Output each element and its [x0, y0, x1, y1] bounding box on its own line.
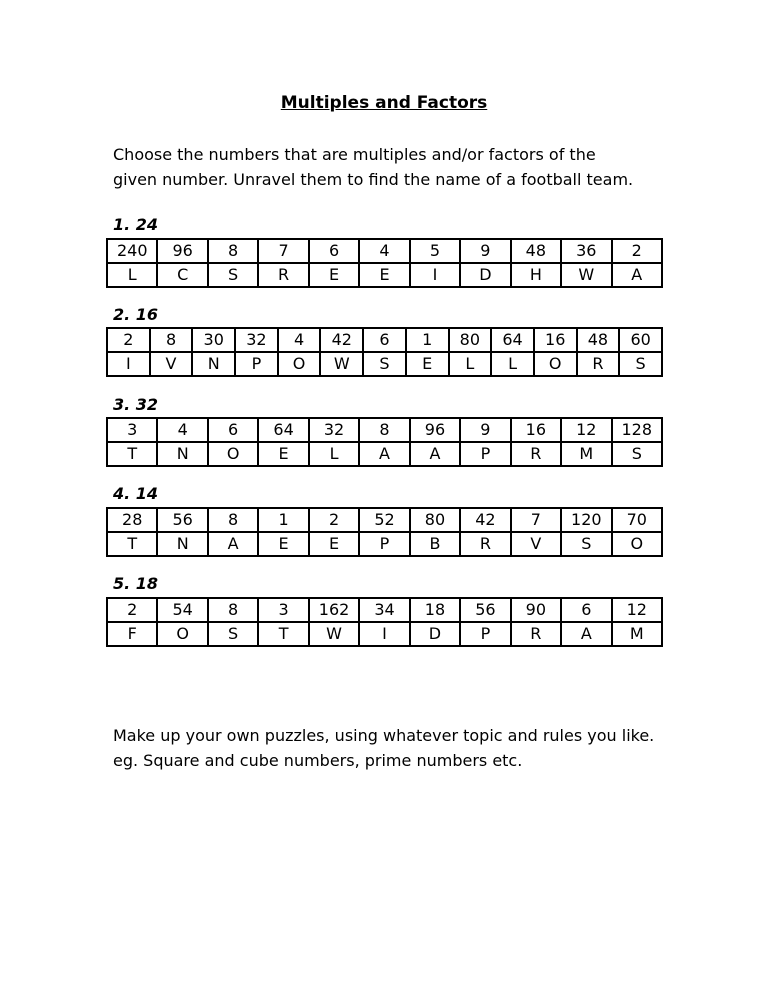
number-cell: 2	[107, 328, 150, 352]
letter-cell: W	[561, 263, 611, 287]
letters-row	[107, 442, 662, 466]
number-cell: 7	[511, 508, 561, 532]
footer-line: Make up your own puzzles, using whatever topic and rules you like.	[113, 726, 655, 745]
instructions-line: Choose the numbers that are multiples and/or factors of the	[113, 145, 596, 164]
letter-cell: L	[491, 352, 534, 376]
puzzle-heading: 1. 24	[113, 215, 159, 234]
number-cell: 56	[157, 508, 207, 532]
letter-cell: N	[157, 442, 207, 466]
number-cell: 70	[612, 508, 662, 532]
number-cell: 5	[410, 239, 460, 263]
number-cell: 6	[208, 418, 258, 442]
number-cell: 60	[619, 328, 662, 352]
footer-note	[113, 723, 673, 773]
letter-cell: V	[511, 532, 561, 556]
letter-cell: I	[359, 622, 409, 646]
number-cell: 4	[157, 418, 207, 442]
number-cell: 30	[192, 328, 235, 352]
number-cell: 12	[612, 598, 662, 622]
letter-cell: B	[410, 532, 460, 556]
letter-cell: O	[612, 532, 662, 556]
letter-cell: M	[612, 622, 662, 646]
letter-cell: E	[309, 263, 359, 287]
numbers-row	[107, 239, 662, 263]
letter-cell: I	[107, 352, 150, 376]
footer-line: eg. Square and cube numbers, prime numbers etc.	[113, 751, 523, 770]
letter-cell: W	[320, 352, 363, 376]
letter-cell: S	[619, 352, 662, 376]
letter-cell: S	[363, 352, 406, 376]
number-cell: 8	[150, 328, 193, 352]
number-cell: 32	[309, 418, 359, 442]
letter-cell: A	[561, 622, 611, 646]
letter-cell: M	[561, 442, 611, 466]
puzzle-heading: 4. 14	[113, 484, 159, 503]
number-cell: 7	[258, 239, 308, 263]
letter-cell: S	[612, 442, 662, 466]
number-cell: 52	[359, 508, 409, 532]
number-cell: 3	[107, 418, 157, 442]
letter-cell: O	[208, 442, 258, 466]
number-cell: 6	[561, 598, 611, 622]
letter-cell: H	[511, 263, 561, 287]
letter-cell: L	[309, 442, 359, 466]
letter-cell: R	[460, 532, 510, 556]
letter-cell: A	[359, 442, 409, 466]
number-cell: 96	[157, 239, 207, 263]
letters-row	[107, 263, 662, 287]
puzzle-table	[106, 597, 663, 647]
puzzle-table	[106, 507, 663, 557]
letter-cell: S	[208, 622, 258, 646]
letter-cell: S	[561, 532, 611, 556]
number-cell: 1	[258, 508, 308, 532]
number-cell: 120	[561, 508, 611, 532]
number-cell: 9	[460, 418, 510, 442]
number-cell: 42	[320, 328, 363, 352]
letter-cell: A	[410, 442, 460, 466]
letter-cell: T	[107, 532, 157, 556]
puzzle-heading: 3. 32	[113, 395, 159, 414]
letter-cell: E	[309, 532, 359, 556]
number-cell: 8	[208, 508, 258, 532]
number-cell: 6	[309, 239, 359, 263]
page-title: Multiples and Factors	[280, 93, 488, 113]
number-cell: 28	[107, 508, 157, 532]
letter-cell: R	[511, 442, 561, 466]
letter-cell: L	[449, 352, 492, 376]
number-cell: 54	[157, 598, 207, 622]
letter-cell: N	[192, 352, 235, 376]
instructions-line: given number. Unravel them to find the name of a football team.	[113, 170, 634, 189]
puzzle-heading: 5. 18	[113, 574, 159, 593]
number-cell: 128	[612, 418, 662, 442]
number-cell: 80	[449, 328, 492, 352]
numbers-row	[107, 598, 662, 622]
letter-cell: F	[107, 622, 157, 646]
numbers-row	[107, 328, 662, 352]
number-cell: 1	[406, 328, 449, 352]
number-cell: 34	[359, 598, 409, 622]
letter-cell: E	[406, 352, 449, 376]
puzzle-table	[106, 238, 663, 288]
number-cell: 64	[258, 418, 308, 442]
number-cell: 6	[363, 328, 406, 352]
letter-cell: A	[208, 532, 258, 556]
number-cell: 12	[561, 418, 611, 442]
letters-row	[107, 622, 662, 646]
puzzle-table	[106, 327, 663, 377]
number-cell: 36	[561, 239, 611, 263]
letters-row	[107, 352, 662, 376]
number-cell: 42	[460, 508, 510, 532]
numbers-row	[107, 508, 662, 532]
letter-cell: O	[534, 352, 577, 376]
letter-cell: R	[577, 352, 620, 376]
number-cell: 64	[491, 328, 534, 352]
number-cell: 2	[309, 508, 359, 532]
number-cell: 48	[511, 239, 561, 263]
letter-cell: P	[359, 532, 409, 556]
number-cell: 56	[460, 598, 510, 622]
letter-cell: A	[612, 263, 662, 287]
number-cell: 2	[107, 598, 157, 622]
number-cell: 8	[208, 239, 258, 263]
numbers-row	[107, 418, 662, 442]
number-cell: 4	[359, 239, 409, 263]
letter-cell: D	[460, 263, 510, 287]
number-cell: 2	[612, 239, 662, 263]
letter-cell: P	[460, 442, 510, 466]
letter-cell: E	[258, 442, 308, 466]
letter-cell: T	[258, 622, 308, 646]
letter-cell: D	[410, 622, 460, 646]
number-cell: 16	[534, 328, 577, 352]
letter-cell: S	[208, 263, 258, 287]
letter-cell: O	[278, 352, 321, 376]
number-cell: 9	[460, 239, 510, 263]
letter-cell: E	[359, 263, 409, 287]
letter-cell: I	[410, 263, 460, 287]
number-cell: 8	[359, 418, 409, 442]
number-cell: 16	[511, 418, 561, 442]
letter-cell: L	[107, 263, 157, 287]
number-cell: 3	[258, 598, 308, 622]
number-cell: 162	[309, 598, 359, 622]
letter-cell: V	[150, 352, 193, 376]
puzzle-heading: 2. 16	[113, 305, 159, 324]
letter-cell: P	[235, 352, 278, 376]
number-cell: 48	[577, 328, 620, 352]
instructions	[113, 142, 673, 192]
number-cell: 8	[208, 598, 258, 622]
letter-cell: T	[107, 442, 157, 466]
letter-cell: R	[258, 263, 308, 287]
number-cell: 18	[410, 598, 460, 622]
number-cell: 80	[410, 508, 460, 532]
letter-cell: W	[309, 622, 359, 646]
letter-cell: R	[511, 622, 561, 646]
letters-row	[107, 532, 662, 556]
number-cell: 90	[511, 598, 561, 622]
letter-cell: E	[258, 532, 308, 556]
number-cell: 4	[278, 328, 321, 352]
number-cell: 240	[107, 239, 157, 263]
letter-cell: P	[460, 622, 510, 646]
letter-cell: N	[157, 532, 207, 556]
puzzle-table	[106, 417, 663, 467]
number-cell: 96	[410, 418, 460, 442]
letter-cell: O	[157, 622, 207, 646]
letter-cell: C	[157, 263, 207, 287]
number-cell: 32	[235, 328, 278, 352]
